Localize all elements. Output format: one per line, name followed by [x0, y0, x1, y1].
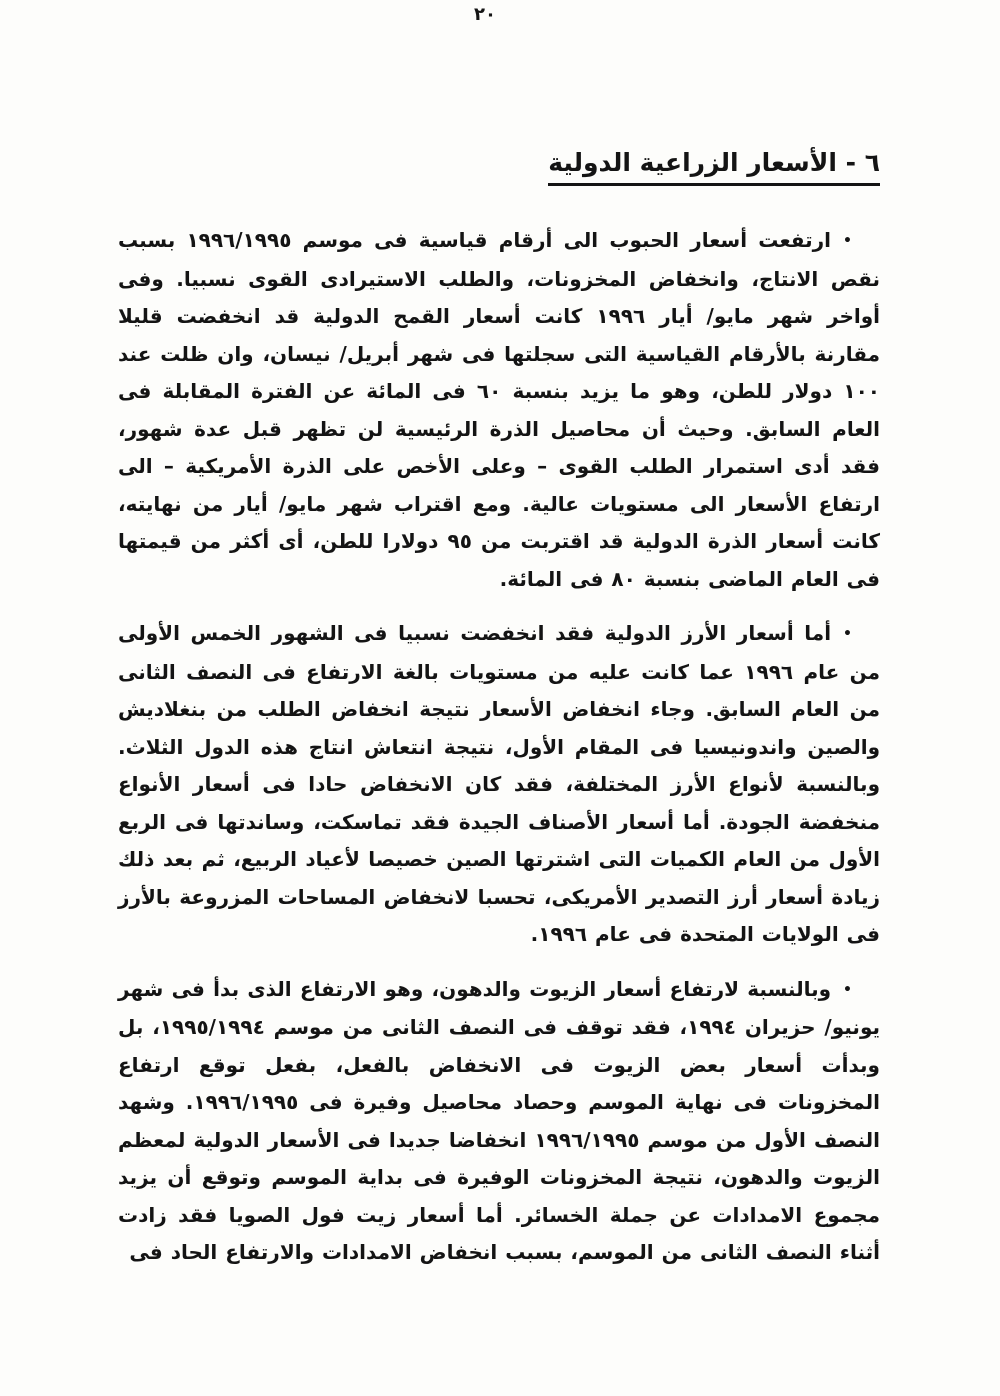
paragraph-rice-prices	[118, 615, 880, 954]
paragraph-text: وبالنسبة لارتفاع أسعار الزيوت والدهون، وهو الارتفاع الذى بدأ فى شهر يونيو/ حزيران ١٩٩٤، فقد توقف فى النصف الثانى من موسم ١٩٩٥/١٩٩٤، بل وبدأت أسعار بعض الزيوت فى الانخفاض بالفعل، بفعل توقع ارتفاع المخزونات فى نهاية الموسم وحصاد محاصيل وفيرة فى ١٩٩٦/١٩٩٥. وشهد النصف الأول من موسم ١٩٩٦/١٩٩٥ انخفاضا جديدا فى الأسعار الدولية لمعظم الزيوت والدهون، نتيجة المخزونات الوفيرة فى بداية الموسم وتوقع أن يزيد مجموع الامدادات عن جملة الخسائر. أما أسعار زيت فول الصويا فقد زادت أثناء النصف الثانى من الموسم، بسبب انخفاض الامدادات والارتفاع الحاد فى	[118, 976, 880, 1264]
bullet-icon: •	[843, 626, 852, 642]
paragraph-grain-prices	[118, 222, 880, 598]
paragraph-text: أما أسعار الأرز الدولية فقد انخفضت نسبيا فى الشهور الخمس الأولى من عام ١٩٩٦ عما كانت عليه من مستويات بالغة الارتفاع فى النصف الثانى من العام السابق. وجاء انخفاض الأسعار نتيجة انخفاض الطلب من بنغلاديش والصين واندونيسيا فى المقام الأول، نتيجة انتعاش انتاج هذه الدول الثلاث. وبالنسبة لأنواع الأرز المختلفة، فقد كان الانخفاض حادا فى أسعار الأنواع منخفضة الجودة. أما أسعار الأصناف الجيدة فقد تماسكت، وساندتها فى الربع الأول من العام الكميات التى اشترتها الصين خصيصا لأعياد الربيع، ثم بعد ذلك زيادة أسعار أرز التصدير الأمريكى، تحسبا لانخفاض المساحات المزروعة بالأرز فى الولايات المتحدة فى عام ١٩٩٦.	[118, 621, 880, 946]
page-number: ٢٠	[474, 4, 496, 25]
section-heading	[118, 148, 880, 186]
paragraph-text: ارتفعت أسعار الحبوب الى أرقام قياسية فى موسم ١٩٩٦/١٩٩٥ بسبب نقص الانتاج، وانخفاض المخزونات، والطلب الاستيرادى القوى نسبيا. وفى أواخر شهر مايو/ أيار ١٩٩٦ كانت أسعار القمح الدولية قد انخفضت قليلا مقارنة بالأرقام القياسية التى سجلتها فى شهر أبريل/ نيسان، وان ظلت عند ١٠٠ دولار للطن، وهو ما يزيد بنسبة ٦٠ فى المائة عن الفترة المقابلة فى العام السابق. وحيث أن محاصيل الذرة الرئيسية لن تظهر قبل عدة شهور، فقد أدى استمرار الطلب القوى – وعلى الأخص على الذرة الأمريكية – الى ارتفاع الأسعار الى مستويات عالية. ومع اقتراب شهر مايو/ أيار من نهايته، كانت أسعار الذرة الدولية قد اقتربت من ٩٥ دولارا للطن، أى أكثر من قيمتها فى العام الماضى بنسبة ٨٠ فى المائة.	[118, 228, 881, 591]
bullet-icon: •	[843, 233, 852, 249]
bullet-icon: •	[843, 981, 852, 998]
page-content	[118, 148, 880, 1289]
section-heading-text: ٦ - الأسعار الزراعية الدولية	[548, 148, 880, 186]
paragraph-oils-fats-prices	[118, 971, 880, 1272]
